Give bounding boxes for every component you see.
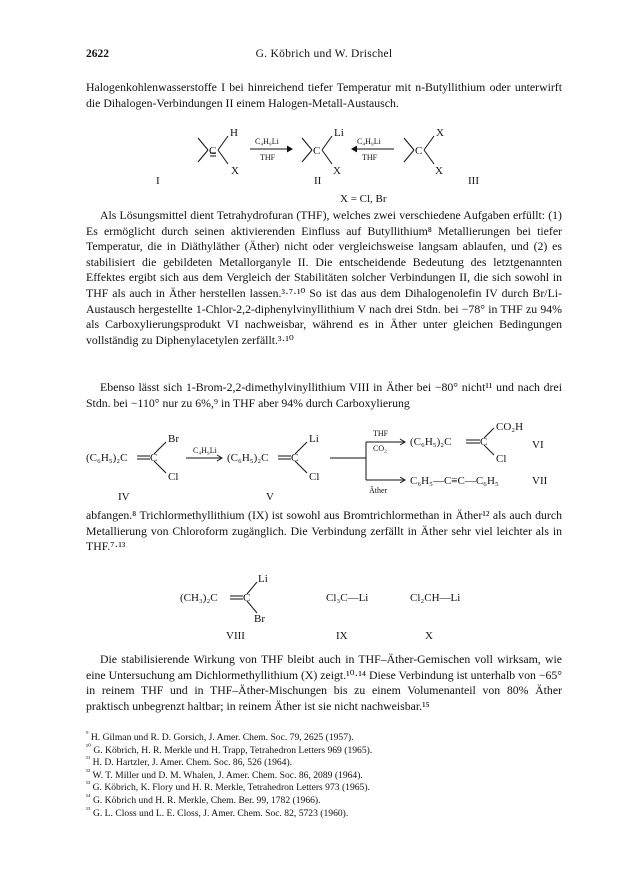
reaction-scheme-1 (0, 118, 624, 218)
reagent-right: C₄H₉Li (357, 137, 381, 146)
carbon-atom-3: C (415, 145, 423, 157)
carbon-atom-2: C (313, 145, 321, 157)
footnote-10: $^{^{10}}$ G. Köbrich, H. R. Merkle und H. Trapp, Tetrahedron Letters 969 (1965). (86, 742, 373, 756)
footnote-11: $^{^{11}}$ H. D. Hartzler, J. Amer. Chem. Soc. 86, 526 (1964). (86, 755, 293, 769)
page-number: 2622 (86, 48, 109, 60)
compound-label-viii: VIII (226, 630, 245, 642)
diphenyl-group-vi: (C₆H₅)₂C (410, 436, 452, 448)
compound-label-x: X (425, 630, 433, 642)
chlorine-v: Cl (309, 471, 320, 483)
trichloromethyllithium: Cl₃C—Li (326, 592, 369, 604)
compound-label-vi: VI (532, 439, 544, 451)
lithium-viii: Li (258, 573, 268, 585)
paragraph-2: Ebenso lässt sich 1-Brom-2,2-dimethylvinyllithium VIII in Äther bei −80° nicht¹¹ und nach drei Stdn. bei −110° nur zu 6%,⁹ in THF aber 94% durch Carboxylierung (86, 380, 562, 410)
carbon-viii: C (243, 592, 251, 604)
reaction-scheme-2 (0, 420, 624, 505)
compound-label-3: III (468, 175, 479, 187)
footnote-15: $^{^{15}}$ G. L. Closs und L. E. Closs, J. Amer. Chem. Soc. 82, 5723 (1960). (86, 805, 349, 819)
solvent-right: THF (362, 153, 378, 162)
diphenyl-group-iv: (C₆H₅)₂C (86, 452, 128, 464)
dimethyl-group: (CH₃)₂C (180, 592, 218, 604)
compound-label-2: II (314, 175, 322, 187)
footnote-12: $^{^{12}}$ W. T. Miller und D. M. Whalen, J. Amer. Chem. Soc. 86, 2089 (1964). (86, 767, 363, 781)
bromine-viii: Br (254, 613, 265, 625)
carbon-v: C (291, 452, 299, 464)
footnote-9: $^{^9}$ H. Gilman und R. D. Gorsich, J. Amer. Chem. Soc. 79, 2625 (1957). (86, 729, 354, 743)
structure-row-3 (0, 566, 624, 644)
solvent-thf: THF (373, 429, 389, 438)
bromine-iv: Br (168, 433, 179, 445)
diphenylacetylene: C₆H₅—C≡C—C₆H₅ (410, 475, 499, 487)
halogen-atom-4: X (435, 165, 443, 177)
footnotes (86, 729, 562, 820)
paragraph-1: Als Lösungsmittel dient Tetrahydrofuran (THF), welches zwei verschiedene Aufgaben erfüllt: (1) Es ermöglicht durch seinen aktivierenden Einfluss auf Butyllithium⁸ Metallierungen bei tiefer Temperatur, die in Diäthyläther (Äther) nicht oder vergleichsweise langsam ablaufen, und (2) es stabilisiert die gebildeten Metallorganyle II. Die entscheidende Bedeutung des letztgenannten Effektes ergibt sich aus dem Vergleich der Stabilitäten solcher Verbindungen II, die sich sowohl in THF als auch in Äther herstellen lassen.³·⁷·¹⁰ So ist das aus dem Dihalogenolefin IV durch Br/Li-Austausch hergestellte 1-Chlor-2,2-diphenylvinyllithium V nach drei Stdn. bei −78° in THF zu 94% als Carboxylierungsprodukt VI nachweisbar, während es in Äther unter gleichen Bedingungen vollständig zu Diphenylacetylen zerfällt.³·¹⁰ (86, 208, 562, 347)
footnote-14: $^{^{14}}$ G. Köbrich und H. R. Merkle, Chem. Ber. 99, 1782 (1966). (86, 792, 321, 806)
carboxyl-vi: CO₂H (496, 421, 524, 433)
halogen-atom-3: X (436, 127, 444, 139)
lithium-v: Li (309, 433, 319, 445)
reagent-left: C₄H₉Li (255, 137, 279, 146)
halogen-atom-2: X (333, 165, 341, 177)
halogen-condition: X = Cl, Br (340, 193, 387, 205)
footnote-13: $^{^{13}}$ G. Köbrich, K. Flory und H. R. Merkle, Tetrahedron Letters 973 (1965). (86, 780, 370, 794)
carbon-iv: C (150, 452, 158, 464)
carbon-vi: C (480, 436, 488, 448)
running-authors: G. Köbrich und W. Drischel (255, 48, 393, 60)
compound-label-vii: VII (532, 475, 548, 487)
halogen-atom-1: X (231, 165, 239, 177)
solvent-ether: Äther (369, 486, 388, 495)
diphenyl-group-v: (C₆H₅)₂C (227, 452, 269, 464)
compound-label-v: V (266, 491, 274, 503)
solvent-left: THF (260, 153, 276, 162)
reagent-co2: CO₂ (373, 444, 387, 453)
carbon-atom-1: C (209, 145, 217, 157)
paragraph-3: abfangen.⁸ Trichlormethyllithium (IX) ist sowohl aus Bromtrichlormethan in Äther¹² als auch durch Metallierung von Chloroform zugänglich. Die Verbindung zerfällt in Äther sehr viel leichter als in THF.⁷·¹³ (86, 508, 562, 554)
compound-label-iv: IV (118, 491, 130, 503)
hydrogen-atom: H (230, 127, 238, 139)
dichloromethyllithium: Cl₂CH—Li (410, 592, 461, 604)
lithium-atom: Li (334, 127, 344, 139)
compound-label-ix: IX (336, 630, 348, 642)
chlorine-iv: Cl (168, 471, 179, 483)
reagent-iv-v: C₄H₉Li (193, 446, 217, 455)
compound-label-1: I (156, 175, 160, 187)
intro-paragraph: Halogenkohlenwasserstoffe I bei hinreichend tiefer Temperatur mit n-Butyllithium oder unterwirft die Dihalogen-Verbindungen II einem Halogen-Metall-Austausch. (86, 80, 562, 110)
paragraph-4: Die stabilisierende Wirkung von THF bleibt auch in THF–Äther-Gemischen voll wirksam, wie eine Untersuchung am Dichlormethyllithium (X) zeigt.¹⁰·¹⁴ Diese Verbindung ist unterhalb von −65° in reinem THF und in THF–Äther-Mischungen bis zu einem Volumenanteil von 80% Äther praktisch unbegrenzt haltbar; in reinem Äther ist sie nicht nachweisbar.¹⁵ (86, 652, 562, 713)
chlorine-vi: Cl (496, 453, 507, 465)
